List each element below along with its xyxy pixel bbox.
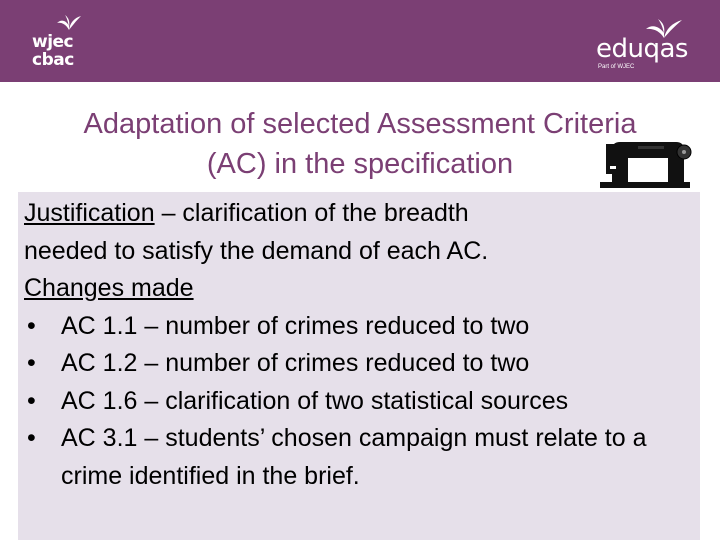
justification-text-1: – clarification of the breadth bbox=[154, 199, 469, 227]
changes-made-label: Changes made bbox=[24, 274, 194, 302]
changes-list bbox=[24, 308, 700, 496]
bullet-icon: • bbox=[27, 311, 36, 340]
bullet-icon: • bbox=[27, 349, 36, 377]
list-item-text: AC 1.6 – clarification of two statistical sources bbox=[61, 386, 569, 415]
sewing-machine-icon bbox=[598, 136, 692, 194]
header-banner bbox=[0, 0, 720, 82]
list-item bbox=[24, 383, 700, 421]
wjec-cbac-logo bbox=[32, 14, 92, 72]
justification-label: Justification bbox=[24, 199, 155, 227]
cbac-text: cbac bbox=[32, 50, 74, 70]
list-item bbox=[24, 308, 700, 346]
eduqas-tagline: Part of WJEC bbox=[598, 64, 635, 70]
wjec-text: wjec bbox=[32, 32, 74, 52]
list-item-text: AC 3.1 – students’ chosen campaign must relate to a crime identified in the brief. bbox=[61, 424, 647, 490]
title-line-1: Adaptation of selected Assessment Criteria bbox=[83, 108, 637, 140]
eduqas-logo bbox=[596, 18, 696, 70]
justification-line-1 bbox=[24, 195, 700, 233]
bird-icon bbox=[56, 14, 82, 32]
content-body bbox=[24, 195, 700, 495]
list-item-text: AC 1.2 – number of crimes reduced to two bbox=[61, 349, 530, 377]
title-line-2: (AC) in the specification bbox=[206, 148, 514, 180]
bullet-icon: • bbox=[27, 424, 36, 452]
list-item bbox=[24, 420, 700, 495]
list-item bbox=[24, 345, 700, 383]
eduqas-wordmark: eduqas bbox=[596, 34, 688, 64]
list-item-text: AC 1.1 – number of crimes reduced to two bbox=[61, 311, 530, 340]
bullet-icon: • bbox=[27, 386, 36, 415]
justification-line-2: needed to satisfy the demand of each AC. bbox=[24, 236, 489, 265]
